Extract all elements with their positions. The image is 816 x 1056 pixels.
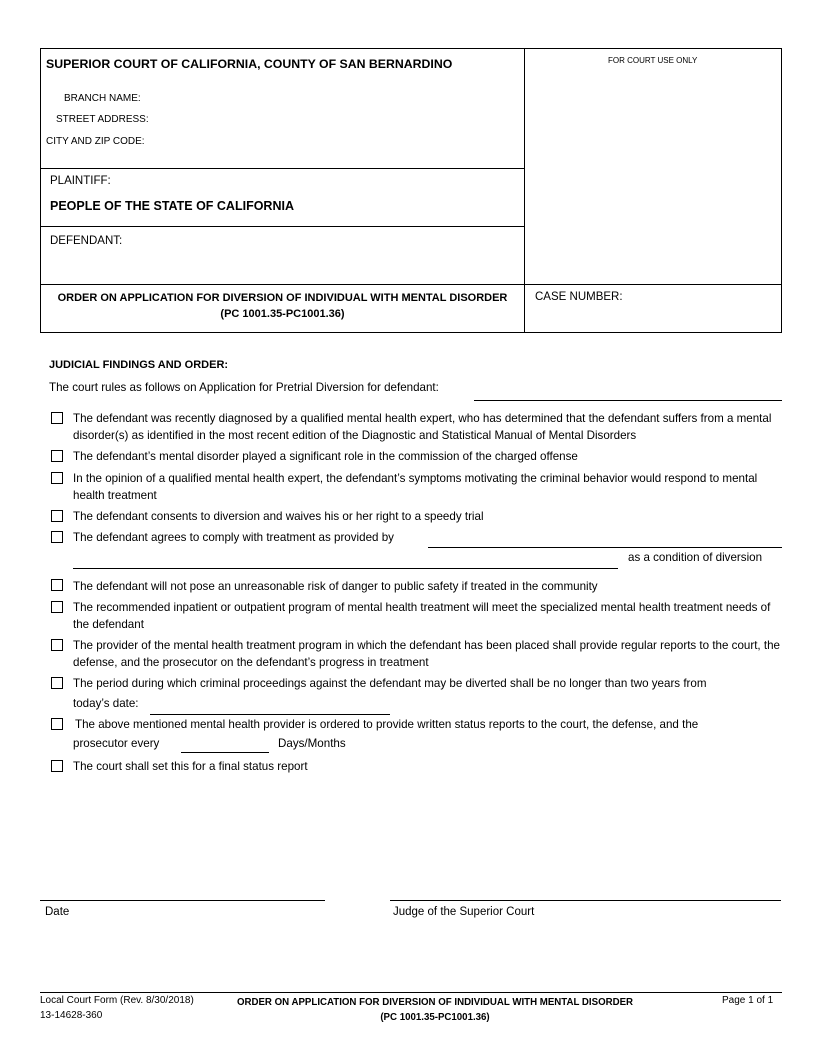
treatment-provider-line-1[interactable]: [428, 547, 782, 548]
finding-checkbox-significant-role[interactable]: [51, 450, 63, 462]
finding-text-consents: The defendant consents to diversion and waives his or her right to a speedy trial: [73, 510, 484, 523]
footer-page: Page 1 of 1: [722, 995, 774, 1006]
judge-label: Judge of the Superior Court: [393, 906, 535, 918]
finding-text-diversion-period: The period during which criminal proceedings against the defendant may be diverted shall be no longer than two years from: [73, 677, 707, 690]
section-heading: JUDICIAL FINDINGS AND ORDER:: [49, 359, 229, 371]
court-use-label: FOR COURT USE ONLY: [608, 56, 698, 65]
footer-rule: [40, 992, 782, 993]
finding-checkbox-status-reports[interactable]: [51, 718, 63, 730]
days-months-label: Days/Months: [278, 737, 346, 750]
finding-text-comply-treatment: The defendant agrees to comply with treatment as provided by: [73, 531, 394, 544]
footer-form-rev: Local Court Form (Rev. 8/30/2018): [40, 995, 194, 1006]
form-title-line2: (PC 1001.35-PC1001.36): [220, 308, 345, 320]
defendant-label: DEFENDANT:: [50, 235, 123, 247]
finding-checkbox-respond-treatment[interactable]: [51, 472, 63, 484]
todays-date-label: today’s date:: [73, 697, 139, 710]
footer-form-number: 13-14628-360: [40, 1010, 103, 1021]
footer-title: [215, 995, 655, 1025]
street-address-label: STREET ADDRESS:: [56, 114, 149, 125]
plaintiff-value: PEOPLE OF THE STATE OF CALIFORNIA: [50, 199, 294, 213]
finding-text-diagnosed: The defendant was recently diagnosed by a qualified mental health expert, who has determined that the defendant suffers from a mental disorder(s) as identified in the most recent edition of the Diagnostic and Statistical Manual of Mental Disorders: [73, 412, 772, 442]
finding-checkbox-diagnosed[interactable]: [51, 412, 63, 424]
finding-checkbox-diversion-period[interactable]: [51, 677, 63, 689]
footer-title-line2: (PC 1001.35-PC1001.36): [380, 1012, 490, 1023]
footer-title-line1: ORDER ON APPLICATION FOR DIVERSION OF INDIVIDUAL WITH MENTAL DISORDER: [236, 997, 634, 1008]
finding-checkbox-no-danger[interactable]: [51, 579, 63, 591]
finding-text-status-reports: The above mentioned mental health provider is ordered to provide written status reports to the court, the defense, and the: [75, 718, 699, 731]
condition-suffix: as a condition of diversion: [628, 551, 763, 564]
defendant-name-line[interactable]: [474, 400, 782, 401]
caption-divider-2: [40, 226, 525, 227]
branch-name-label: BRANCH NAME:: [64, 93, 141, 104]
date-label: Date: [45, 906, 70, 918]
finding-text-no-danger: The defendant will not pose an unreasonable risk of danger to public safety if treated in the community: [73, 580, 598, 593]
finding-checkbox-consents[interactable]: [51, 510, 63, 522]
treatment-provider-line-2[interactable]: [73, 568, 618, 569]
case-number-label: CASE NUMBER:: [535, 291, 623, 303]
prosecutor-every-label: prosecutor every: [73, 737, 160, 750]
caption-divider-1: [40, 168, 525, 169]
todays-date-line[interactable]: [150, 714, 390, 715]
judge-signature-line[interactable]: [390, 900, 781, 901]
caption-divider-3: [40, 284, 782, 285]
finding-text-respond-treatment: In the opinion of a qualified mental health expert, the defendant’s symptoms motivating the criminal behavior would respond to mental health treatment: [73, 472, 758, 502]
finding-checkbox-program-meets-needs[interactable]: [51, 601, 63, 613]
form-title: [40, 290, 525, 322]
court-name: SUPERIOR COURT OF CALIFORNIA, COUNTY OF SAN BERNARDINO: [46, 57, 453, 71]
city-zip-label: CITY AND ZIP CODE:: [46, 136, 145, 147]
finding-text-significant-role: The defendant’s mental disorder played a significant role in the commission of the charged offense: [73, 450, 578, 463]
finding-checkbox-final-status[interactable]: [51, 760, 63, 772]
finding-checkbox-comply-treatment[interactable]: [51, 531, 63, 543]
finding-checkbox-regular-reports[interactable]: [51, 639, 63, 651]
finding-text-regular-reports: The provider of the mental health treatment program in which the defendant has been placed shall provide regular reports to the court, the defense, and the prosecutor on the defendant’s progress in treatment: [73, 639, 780, 669]
date-signature-line[interactable]: [40, 900, 325, 901]
finding-text-final-status: The court shall set this for a final status report: [73, 760, 308, 773]
plaintiff-label: PLAINTIFF:: [50, 175, 111, 187]
finding-text-program-meets-needs: The recommended inpatient or outpatient program of mental health treatment will meet the specialized mental health treatment needs of the defendant: [73, 601, 771, 631]
report-interval-line[interactable]: [181, 752, 269, 753]
intro-text: The court rules as follows on Application for Pretrial Diversion for defendant:: [49, 381, 439, 394]
form-title-line1: ORDER ON APPLICATION FOR DIVERSION OF INDIVIDUAL WITH MENTAL DISORDER: [57, 292, 508, 304]
